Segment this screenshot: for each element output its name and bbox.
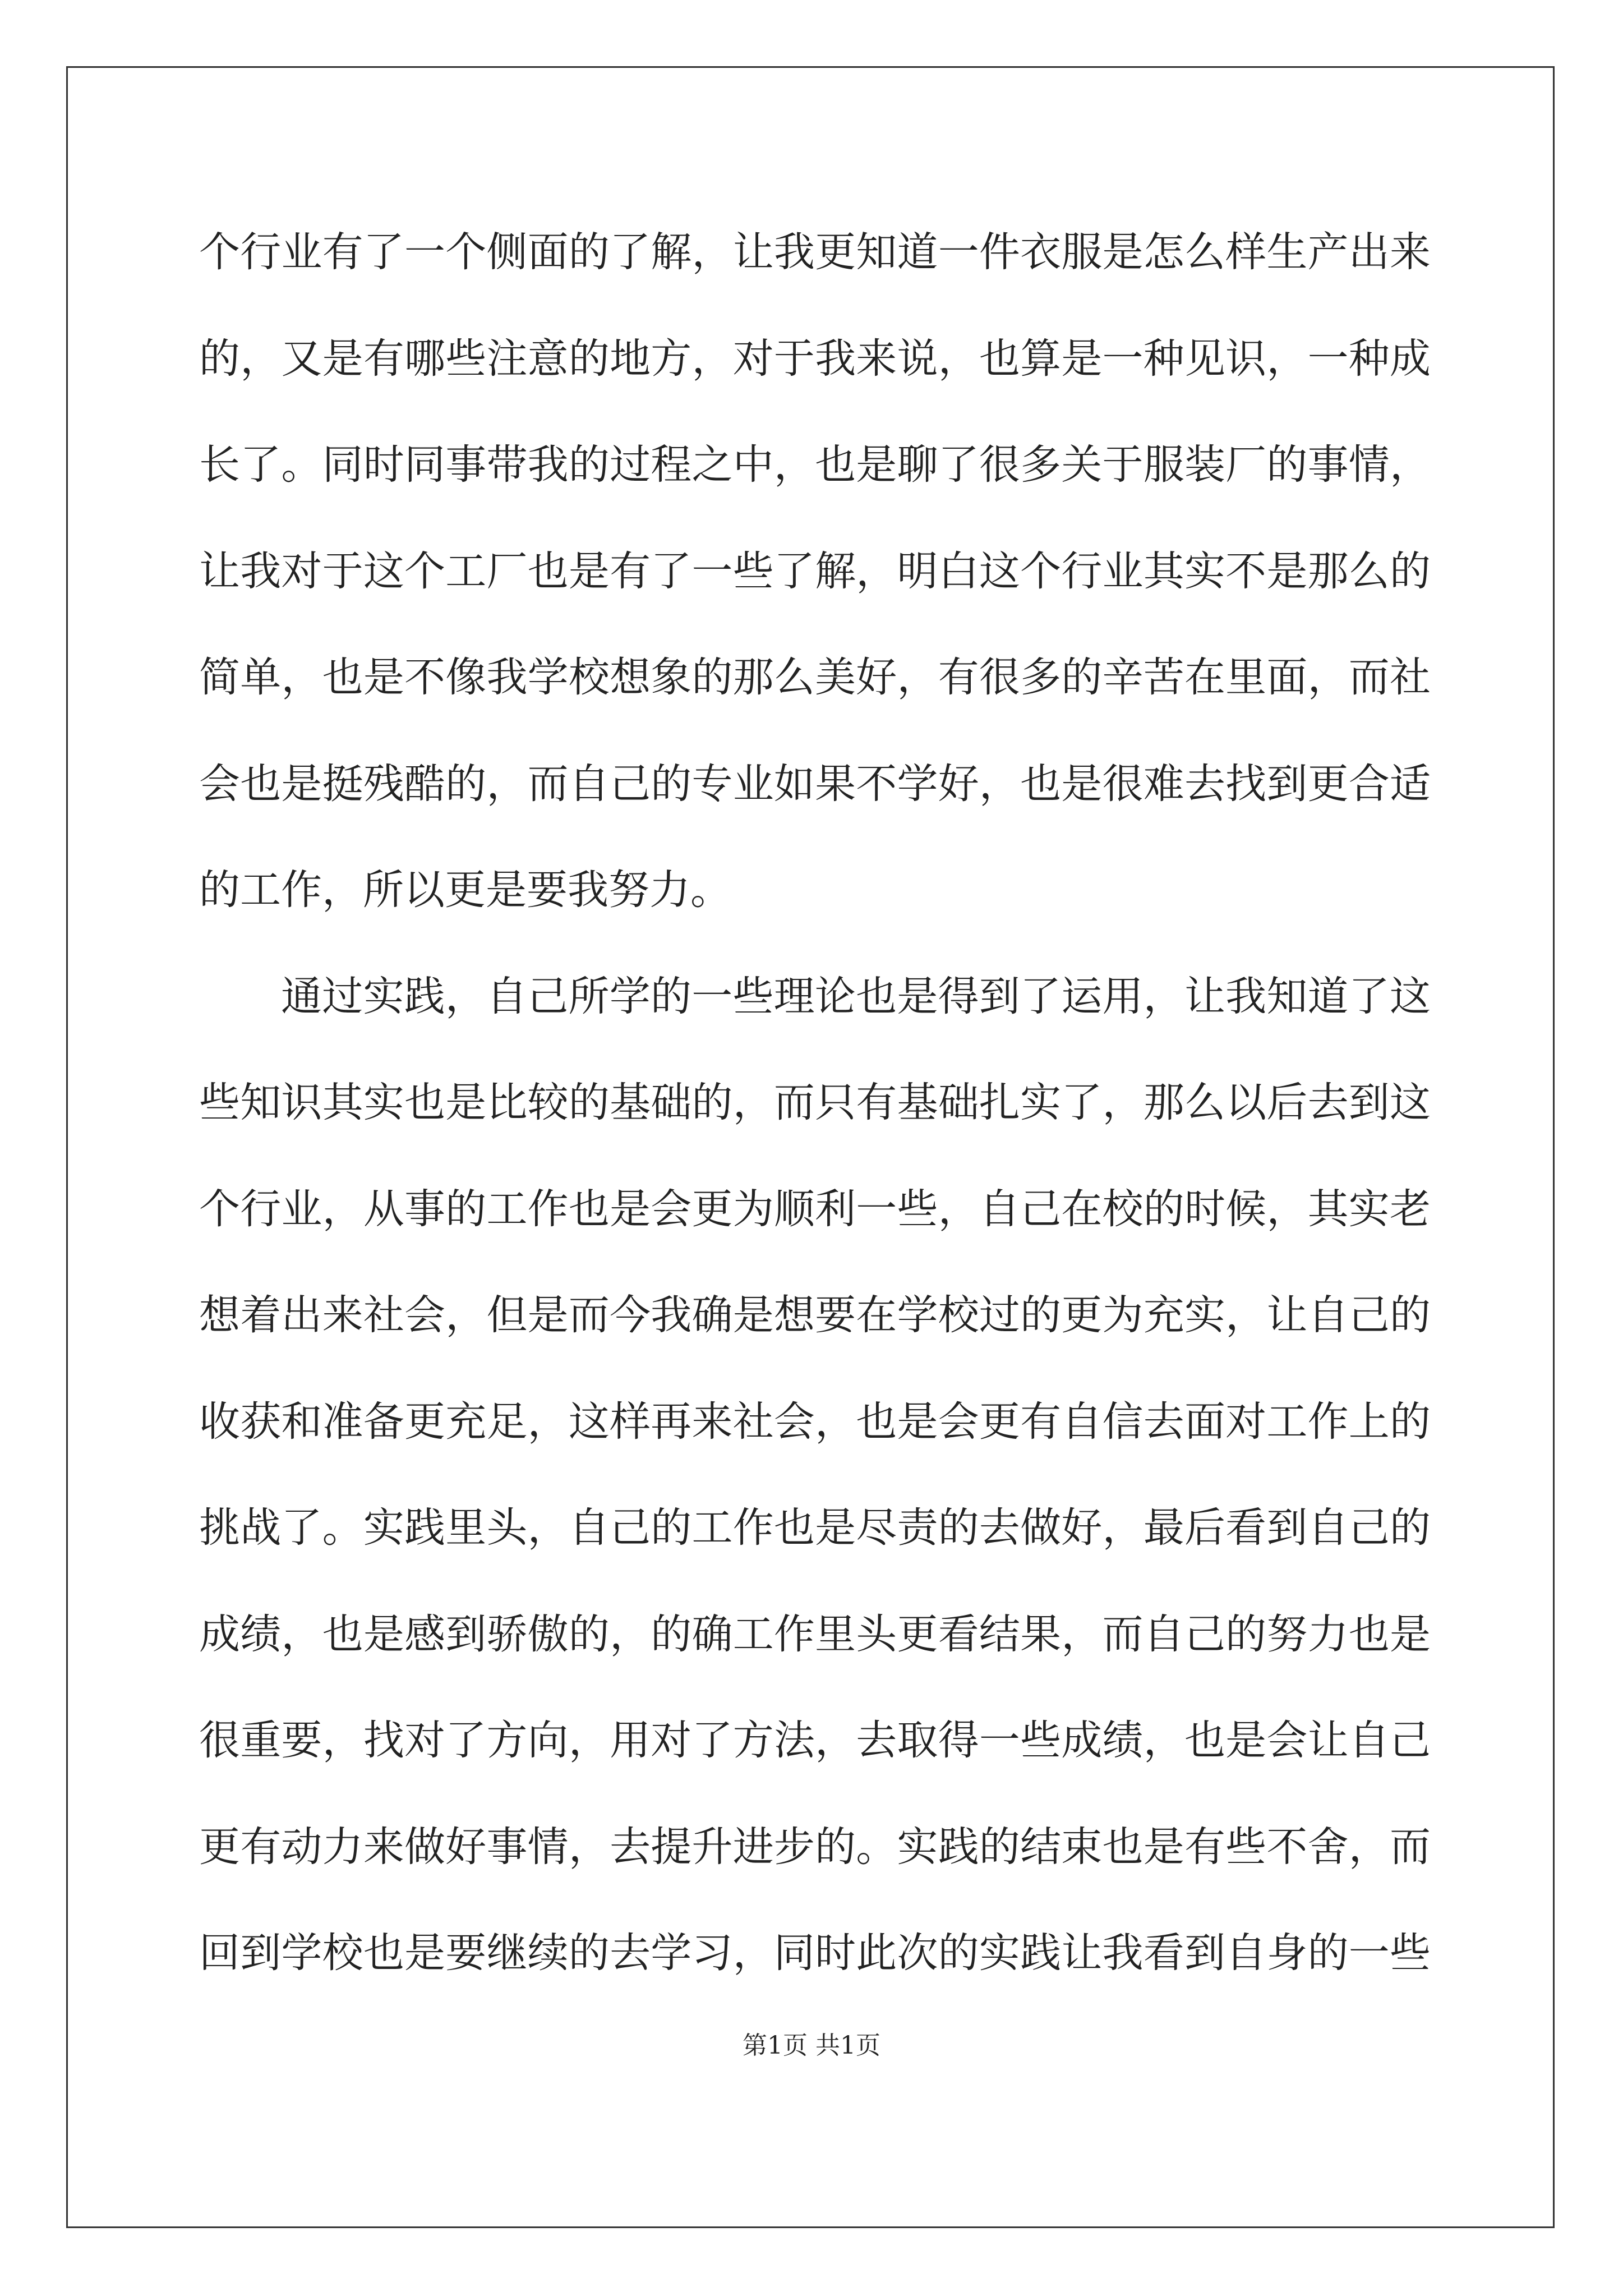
page-number-footer: 第1页 共1页 [743,2031,880,2060]
text-line: 个行业，从事的工作也是会更为顺利一些，自己在校的时候，其实老 [199,1185,1431,1233]
text-line: 成绩，也是感到骄傲的，的确工作里头更看结果，而自己的努力也是 [199,1610,1431,1658]
document-body [199,199,1431,2007]
text-line: 挑战了。实践里头，自己的工作也是尽责的去做好，最后看到自己的 [199,1504,1431,1552]
text-line: 回到学校也是要继续的去学习，同时此次的实践让我看到自身的一些 [199,1929,1431,1977]
text-line: 个行业有了一个侧面的了解，让我更知道一件衣服是怎么样生产出来 [199,228,1431,276]
text-line: 让我对于这个工厂也是有了一些了解，明白这个行业其实不是那么的 [199,547,1431,595]
text-line: 很重要，找对了方向，用对了方法，去取得一些成绩，也是会让自己 [199,1717,1431,1764]
text-line: 会也是挺残酷的，而自己的专业如果不学好，也是很难去找到更合适 [199,760,1431,808]
text-line: 收获和准备更充足，这样再来社会，也是会更有自信去面对工作上的 [199,1397,1431,1446]
text-line: 的，又是有哪些注意的地方，对于我来说，也算是一种见识，一种成 [199,334,1431,383]
paragraph-start-line: 通过实践，自己所学的一些理论也是得到了运用，让我知道了这 [281,972,1431,1020]
text-line: 更有动力来做好事情，去提升进步的。实践的结束也是有些不舍，而 [199,1823,1431,1871]
text-line: 想着出来社会，但是而今我确是想要在学校过的更为充实，让自己的 [199,1291,1431,1339]
paragraph-end-line: 的工作，所以更是要我努力。 [199,866,731,914]
text-line: 长了。同时同事带我的过程之中，也是聊了很多关于服装厂的事情， [199,441,1431,489]
text-line: 些知识其实也是比较的基础的，而只有基础扎实了，那么以后去到这 [199,1079,1431,1126]
text-line: 简单，也是不像我学校想象的那么美好，有很多的辛苦在里面，而社 [199,654,1431,701]
